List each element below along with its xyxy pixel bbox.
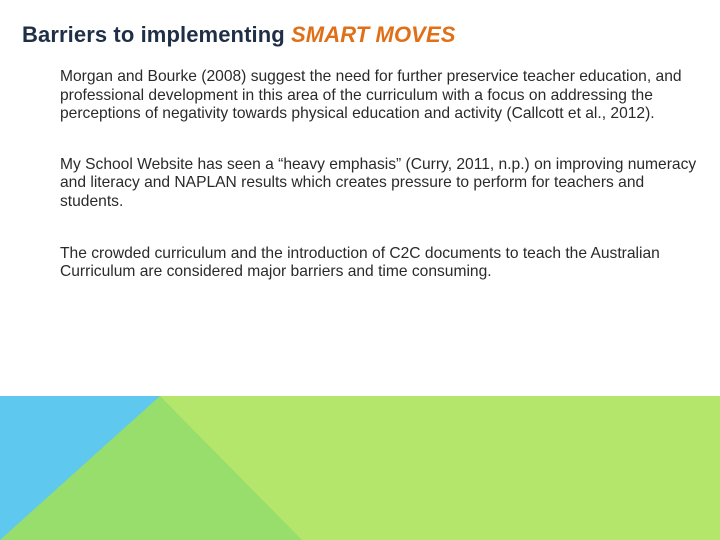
paragraph-my-school-website: My School Website has seen a “heavy emphasis” (Curry, 2011, n.p.) on improving numeracy and literacy and NAPLAN results which creates pressure to perform for teachers and students.	[60, 155, 697, 210]
decorative-color-band	[0, 396, 720, 540]
slide-body	[60, 68, 700, 282]
paragraph-crowded-curriculum: The crowded curriculum and the introduction of C2C documents to teach the Australian Curriculum are considered major barriers and time consuming.	[60, 244, 660, 281]
title-prefix: Barriers to implementing	[22, 22, 292, 47]
paragraph-preservice-education: Morgan and Bourke (2008) suggest the need for further preservice teacher education, and professional development in this area of the curriculum with a focus on addressing the perceptions of negativity towards physical education and activity (Callcott et al., 2012).	[60, 68, 682, 123]
slide-title	[22, 22, 456, 48]
title-accent: SMART MOVES	[291, 22, 456, 47]
